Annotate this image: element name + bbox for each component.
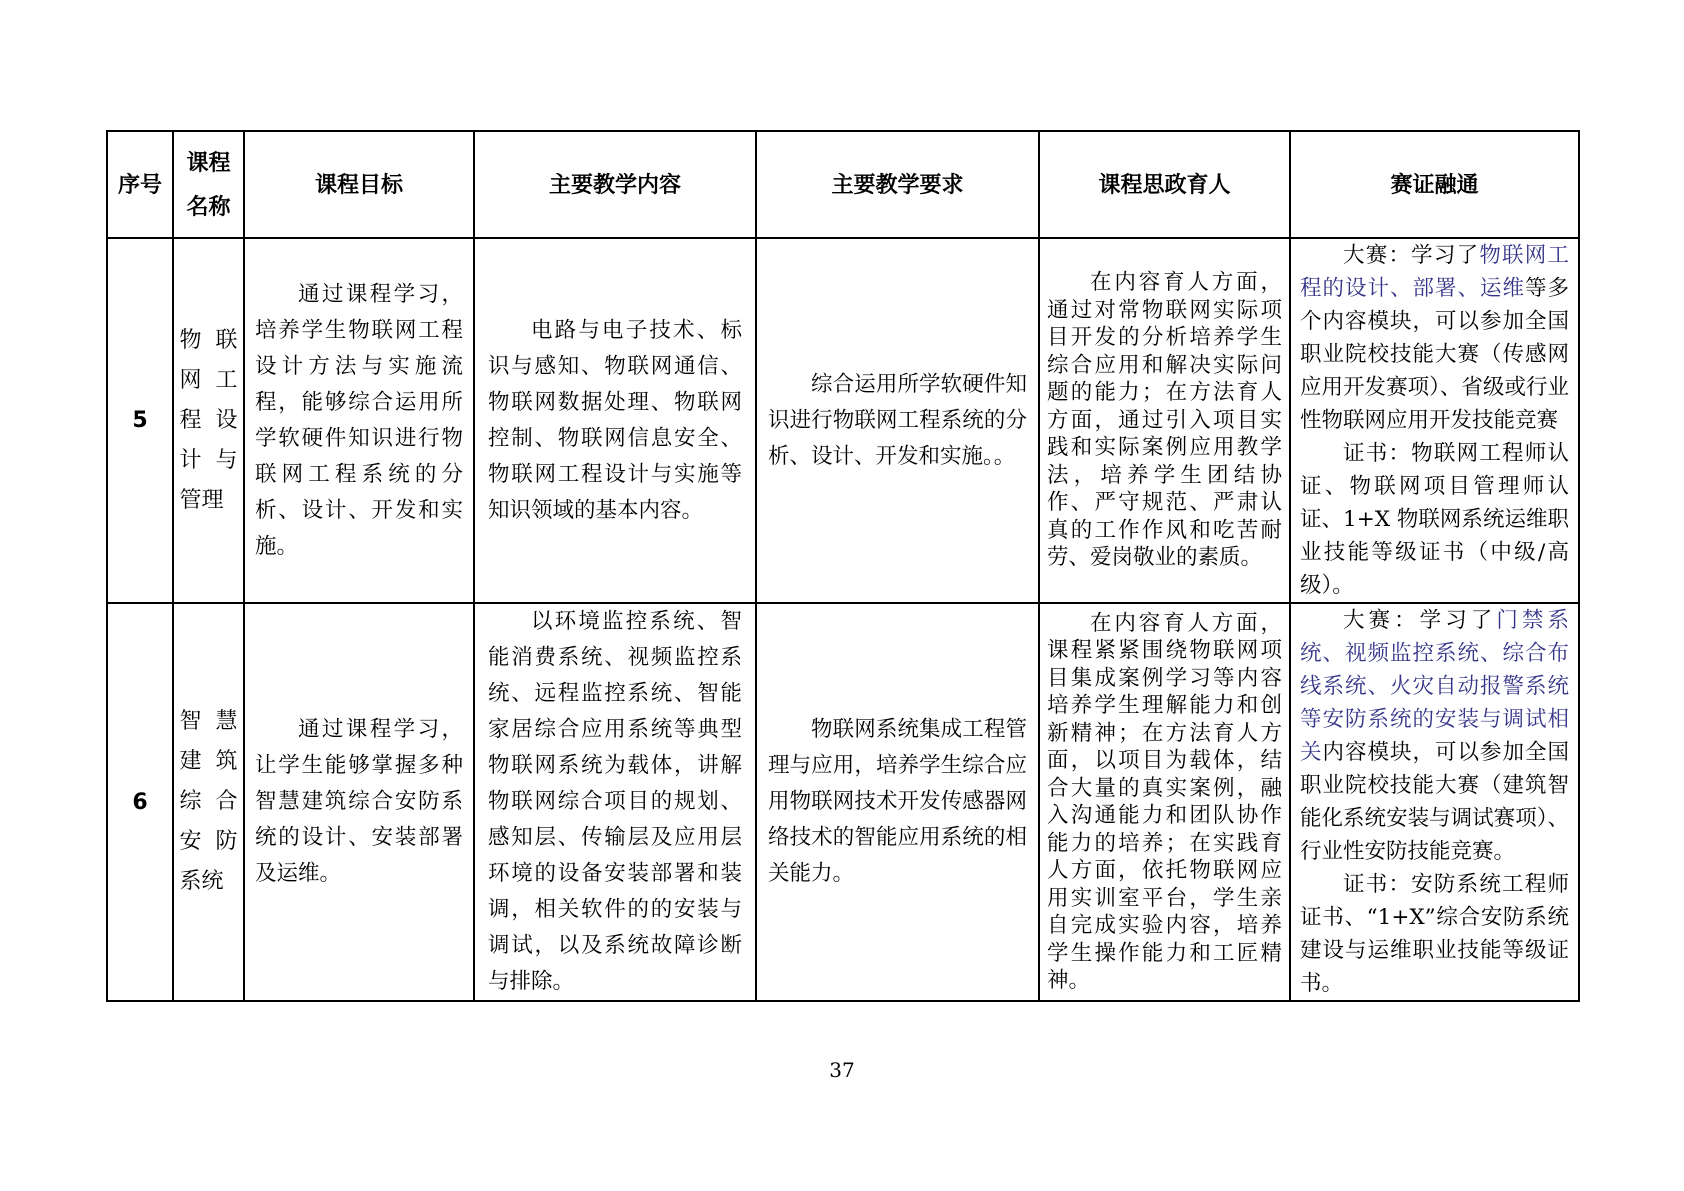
header-seq: 序号	[107, 131, 173, 238]
teaching-requirements-text: 物联网系统集成工程管理与应用，培养学生综合应用物联网技术开发传感器网络技术的智能应用系统的相关能力。	[768, 717, 1027, 886]
certificate-paragraph: 证书：安防系统工程师证书、“1+X”综合安防系统建设与运维职业技能等级证书。	[1300, 872, 1569, 996]
header-course-goal: 课程目标	[244, 131, 474, 238]
course-table	[106, 130, 1580, 1002]
course-name-text: 物联网工程设计与管理	[179, 327, 238, 513]
ideology-text: 在内容育人方面，课程紧紧围绕物联网项目集成案例学习等内容培养学生理解能力和创新精神；在方法育人方面，以项目为载体，结合大量的真实案例，融入沟通能力和团队协作能力的培养；在实践育人方面，依托物联网应用实训室平台，学生亲自完成实验内容，培养学生操作能力和工匠精神。	[1047, 610, 1282, 993]
header-row	[107, 131, 1579, 238]
cell-course-name	[173, 603, 244, 1001]
header-ideology: 课程思政育人	[1039, 131, 1290, 238]
cell-seq	[107, 603, 173, 1001]
table-row	[107, 603, 1579, 1001]
cell-course-goal	[244, 603, 474, 1001]
cell-teaching-requirements	[756, 603, 1039, 1001]
certificate-paragraph: 证书：物联网工程师认证、物联网项目管理师认证、1+X 物联网系统运维职业技能等级证书（中级/高级）。	[1300, 441, 1569, 598]
competition-text-plain: 等多个内容模块，可以参加全国职业院校技能大赛（传感网应用开发赛项）、省级或行业性物联网应用开发技能竞赛	[1300, 276, 1569, 433]
competition-text-plain: 内容模块，可以参加全国职业院校技能大赛（建筑智能化系统安装与调试赛项）、行业性安防技能竞赛。	[1300, 740, 1569, 864]
table-row	[107, 238, 1579, 603]
seq-number: 5	[132, 408, 148, 433]
course-goal-text: 通过课程学习，培养学生物联网工程设计方法与实施流程，能够综合运用所学软硬件知识进行物联网工程系统的分析、设计、开发和实施。	[255, 281, 463, 559]
header-competition-certificates: 赛证融通	[1290, 131, 1579, 238]
course-name-text: 智慧建筑综合安防系统	[179, 709, 238, 894]
ideology-text: 在内容育人方面，通过对常物联网实际项目开发的分析培养学生综合应用和解决实际问题的能力；在方法育人方面，通过引入项目实践和实际案例应用教学法，培养学生团结协作、严守规范、严肃认真的工作作风和吃苦耐劳、爱岗敬业的素质。	[1047, 270, 1282, 571]
competition-paragraph	[1300, 239, 1569, 437]
header-teaching-content: 主要教学内容	[474, 131, 756, 238]
teaching-content-text: 以环境监控系统、智能消费系统、视频监控系统、远程监控系统、智能家居综合应用系统等典型物联网系统为载体，讲解物联网综合项目的规划、感知层、传输层及应用层环境的设备安装部署和装调，相关软件的的安装与调试，以及系统故障诊断与排除。	[488, 609, 742, 994]
cell-competition-certificates	[1290, 238, 1579, 603]
cell-teaching-content	[474, 603, 756, 1001]
competition-text-highlight: 门禁系统、视频监控系统、综合布线系统、火灾自动报警系统等安防系统的安装与调试相关	[1300, 608, 1569, 765]
header-course-name: 课程名称	[173, 131, 244, 238]
cell-teaching-requirements	[756, 238, 1039, 603]
cell-teaching-content	[474, 238, 756, 603]
competition-text-plain: 大赛：学习了	[1343, 243, 1480, 268]
header-teaching-requirements: 主要教学要求	[756, 131, 1039, 238]
cell-ideology	[1039, 238, 1290, 603]
seq-number: 6	[132, 789, 148, 815]
competition-text-plain: 大赛：学习了	[1343, 608, 1497, 633]
cell-competition-certificates	[1290, 603, 1579, 1001]
cell-seq	[107, 238, 173, 603]
teaching-content-text: 电路与电子技术、标识与感知、物联网通信、物联网数据处理、物联网控制、物联网信息安全、物联网工程设计与实施等知识领域的基本内容。	[488, 317, 742, 523]
competition-text-highlight: 物联网工程的设计、部署、运维	[1300, 243, 1569, 301]
cell-ideology	[1039, 603, 1290, 1001]
teaching-requirements-text: 综合运用所学软硬件知识进行物联网工程系统的分析、设计、开发和实施。。	[768, 371, 1027, 469]
page-number: 37	[829, 1058, 855, 1082]
cell-course-goal	[244, 238, 474, 603]
course-goal-text: 通过课程学习，让学生能够掌握多种智慧建筑综合安防系统的设计、安装部署及运维。	[255, 717, 463, 886]
competition-paragraph	[1300, 604, 1569, 868]
cell-course-name	[173, 238, 244, 603]
